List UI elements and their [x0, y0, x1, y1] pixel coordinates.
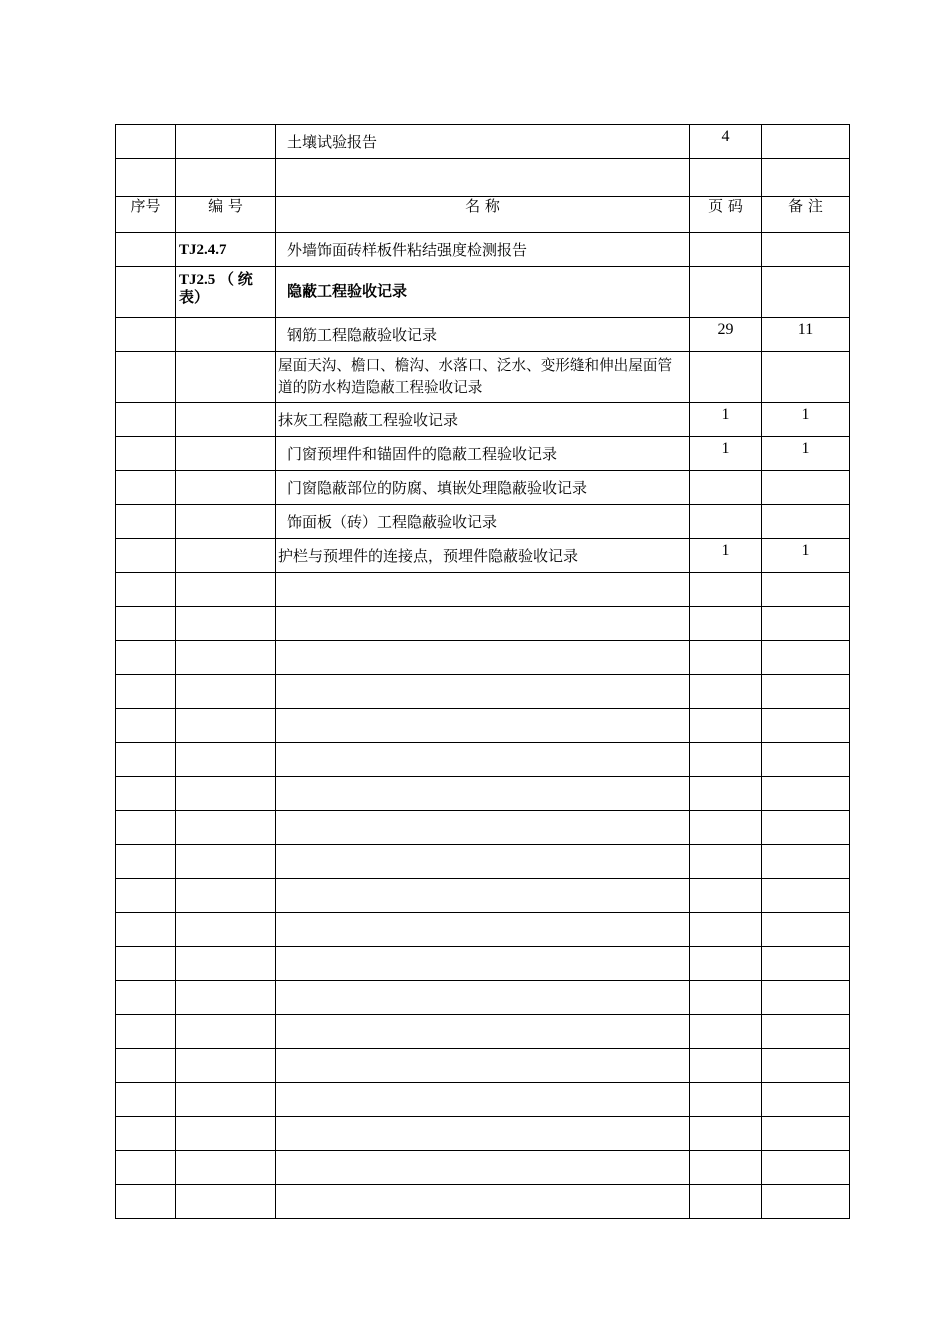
- seq-cell: [116, 471, 176, 505]
- code-cell: [176, 1117, 276, 1151]
- header-seq: 序号: [116, 197, 176, 233]
- seq-cell: [116, 811, 176, 845]
- name-cell: 门窗预埋件和锚固件的隐蔽工程验收记录: [276, 437, 690, 471]
- empty-table-row: [116, 1049, 850, 1083]
- seq-cell: [116, 845, 176, 879]
- note-cell: [762, 607, 850, 641]
- empty-table-row: [116, 845, 850, 879]
- seq-cell: [116, 709, 176, 743]
- table-row: [116, 437, 850, 471]
- code-cell: [176, 675, 276, 709]
- seq-cell: [116, 981, 176, 1015]
- page-cell: [690, 505, 762, 539]
- note-cell: 11: [762, 318, 850, 352]
- page-cell: [690, 1151, 762, 1185]
- table-row: [116, 505, 850, 539]
- page-cell: 29: [690, 318, 762, 352]
- name-cell: [276, 981, 690, 1015]
- page-cell: [690, 641, 762, 675]
- seq-cell: [116, 607, 176, 641]
- name-cell: 外墙饰面砖样板件粘结强度检测报告: [276, 233, 690, 267]
- seq-cell: [116, 1049, 176, 1083]
- empty-table-row: [116, 777, 850, 811]
- empty-table-row: [116, 947, 850, 981]
- seq-cell: [116, 1151, 176, 1185]
- page-cell: [690, 352, 762, 403]
- table-row: [116, 352, 850, 403]
- page-cell: [690, 913, 762, 947]
- seq-cell: [116, 539, 176, 573]
- page-cell: [690, 981, 762, 1015]
- page-cell: [690, 675, 762, 709]
- table-row: [116, 159, 850, 197]
- note-cell: [762, 233, 850, 267]
- code-cell: [176, 1151, 276, 1185]
- empty-table-row: [116, 1083, 850, 1117]
- note-cell: [762, 267, 850, 318]
- name-cell: [276, 845, 690, 879]
- name-cell: [276, 1083, 690, 1117]
- seq-cell: [116, 125, 176, 159]
- page-cell: [690, 1185, 762, 1219]
- code-cell: [176, 607, 276, 641]
- note-cell: [762, 709, 850, 743]
- code-cell: [176, 1083, 276, 1117]
- page-cell: 1: [690, 403, 762, 437]
- page-cell: [690, 743, 762, 777]
- empty-table-row: [116, 811, 850, 845]
- note-cell: [762, 913, 850, 947]
- note-cell: [762, 573, 850, 607]
- note-cell: [762, 811, 850, 845]
- page-cell: [690, 845, 762, 879]
- seq-cell: [116, 675, 176, 709]
- name-cell: 饰面板（砖）工程隐蔽验收记录: [276, 505, 690, 539]
- note-cell: [762, 505, 850, 539]
- seq-cell: [116, 352, 176, 403]
- table-row: [116, 233, 850, 267]
- note-cell: [762, 352, 850, 403]
- note-cell: [762, 1185, 850, 1219]
- seq-cell: [116, 233, 176, 267]
- note-cell: [762, 1049, 850, 1083]
- name-cell: 护栏与预埋件的连接点，预埋件隐蔽验收记录: [276, 539, 690, 573]
- seq-cell: [116, 947, 176, 981]
- seq-cell: [116, 777, 176, 811]
- code-cell: [176, 913, 276, 947]
- note-cell: 1: [762, 403, 850, 437]
- code-cell: [176, 845, 276, 879]
- page-cell: [690, 267, 762, 318]
- name-cell: 土壤试验报告: [276, 125, 690, 159]
- page-cell: [690, 709, 762, 743]
- header-code: 编 号: [176, 197, 276, 233]
- page-cell: 4: [690, 125, 762, 159]
- page-cell: [690, 471, 762, 505]
- code-cell: [176, 505, 276, 539]
- page-cell: [690, 1015, 762, 1049]
- note-cell: [762, 1117, 850, 1151]
- empty-table-row: [116, 709, 850, 743]
- seq-cell: [116, 913, 176, 947]
- page-cell: [690, 159, 762, 197]
- code-cell: [176, 539, 276, 573]
- empty-table-row: [116, 1015, 850, 1049]
- name-cell: 门窗隐蔽部位的防腐、填嵌处理隐蔽验收记录: [276, 471, 690, 505]
- seq-cell: [116, 1015, 176, 1049]
- code-cell: TJ2.5 （ 统表）: [176, 267, 276, 318]
- table-row: [116, 471, 850, 505]
- empty-table-row: [116, 1185, 850, 1219]
- note-cell: [762, 777, 850, 811]
- seq-cell: [116, 403, 176, 437]
- note-cell: [762, 1083, 850, 1117]
- code-cell: [176, 981, 276, 1015]
- seq-cell: [116, 1083, 176, 1117]
- seq-cell: [116, 1117, 176, 1151]
- name-cell: [276, 641, 690, 675]
- code-cell: [176, 709, 276, 743]
- empty-table-row: [116, 1117, 850, 1151]
- code-cell: [176, 1185, 276, 1219]
- name-cell: [276, 1185, 690, 1219]
- code-cell: [176, 471, 276, 505]
- table-row: [116, 318, 850, 352]
- empty-table-row: [116, 573, 850, 607]
- name-cell: [276, 1117, 690, 1151]
- empty-table-row: [116, 913, 850, 947]
- code-cell: [176, 1015, 276, 1049]
- name-cell: [276, 709, 690, 743]
- note-cell: [762, 947, 850, 981]
- table-row: [116, 403, 850, 437]
- note-cell: [762, 641, 850, 675]
- seq-cell: [116, 641, 176, 675]
- seq-cell: [116, 159, 176, 197]
- code-cell: [176, 352, 276, 403]
- note-cell: [762, 1015, 850, 1049]
- table-header-row: [116, 197, 850, 233]
- empty-table-row: [116, 607, 850, 641]
- seq-cell: [116, 267, 176, 318]
- page-cell: [690, 811, 762, 845]
- note-cell: 1: [762, 539, 850, 573]
- code-cell: [176, 947, 276, 981]
- name-cell: 抹灰工程隐蔽工程验收记录: [276, 403, 690, 437]
- note-cell: [762, 125, 850, 159]
- code-cell: [176, 125, 276, 159]
- seq-cell: [116, 1185, 176, 1219]
- seq-cell: [116, 573, 176, 607]
- empty-table-row: [116, 743, 850, 777]
- code-cell: [176, 437, 276, 471]
- name-cell: [276, 1015, 690, 1049]
- page-cell: [690, 947, 762, 981]
- page-cell: [690, 777, 762, 811]
- page-cell: [690, 1049, 762, 1083]
- name-cell: [276, 879, 690, 913]
- code-cell: [176, 1049, 276, 1083]
- name-cell: [276, 675, 690, 709]
- code-cell: [176, 777, 276, 811]
- note-cell: [762, 879, 850, 913]
- page-cell: [690, 879, 762, 913]
- code-cell: [176, 573, 276, 607]
- code-cell: [176, 641, 276, 675]
- note-cell: 1: [762, 437, 850, 471]
- code-cell: [176, 811, 276, 845]
- seq-cell: [116, 879, 176, 913]
- page-cell: [690, 1083, 762, 1117]
- name-cell: [276, 777, 690, 811]
- note-cell: [762, 159, 850, 197]
- page-cell: [690, 607, 762, 641]
- name-cell: [276, 1049, 690, 1083]
- name-cell: [276, 573, 690, 607]
- table-row: [116, 125, 850, 159]
- code-cell: [176, 743, 276, 777]
- name-cell: [276, 743, 690, 777]
- page-cell: 1: [690, 437, 762, 471]
- empty-table-row: [116, 1151, 850, 1185]
- empty-table-row: [116, 879, 850, 913]
- name-cell: [276, 1151, 690, 1185]
- page-cell: [690, 1117, 762, 1151]
- header-name: 名 称: [276, 197, 690, 233]
- code-cell: [176, 159, 276, 197]
- note-cell: [762, 675, 850, 709]
- name-cell: [276, 607, 690, 641]
- name-cell: [276, 947, 690, 981]
- code-cell: [176, 879, 276, 913]
- section-title-cell: 隐蔽工程验收记录: [276, 267, 690, 318]
- note-cell: [762, 471, 850, 505]
- code-cell: TJ2.4.7: [176, 233, 276, 267]
- name-cell: [276, 913, 690, 947]
- empty-table-row: [116, 675, 850, 709]
- document-index-table: [115, 124, 850, 1219]
- code-cell: [176, 318, 276, 352]
- empty-table-row: [116, 981, 850, 1015]
- header-page: 页 码: [690, 197, 762, 233]
- seq-cell: [116, 743, 176, 777]
- note-cell: [762, 981, 850, 1015]
- seq-cell: [116, 318, 176, 352]
- page-cell: [690, 573, 762, 607]
- name-cell: [276, 811, 690, 845]
- name-cell: [276, 159, 690, 197]
- page-cell: 1: [690, 539, 762, 573]
- table-row: [116, 539, 850, 573]
- name-cell: 钢筋工程隐蔽验收记录: [276, 318, 690, 352]
- code-cell: [176, 403, 276, 437]
- seq-cell: [116, 437, 176, 471]
- table-row: [116, 267, 850, 318]
- seq-cell: [116, 505, 176, 539]
- note-cell: [762, 743, 850, 777]
- header-note: 备 注: [762, 197, 850, 233]
- page-cell: [690, 233, 762, 267]
- note-cell: [762, 845, 850, 879]
- empty-table-row: [116, 641, 850, 675]
- name-cell: 屋面天沟、檐口、檐沟、水落口、泛水、变形缝和伸出屋面管道的防水构造隐蔽工程验收记录: [276, 352, 690, 403]
- note-cell: [762, 1151, 850, 1185]
